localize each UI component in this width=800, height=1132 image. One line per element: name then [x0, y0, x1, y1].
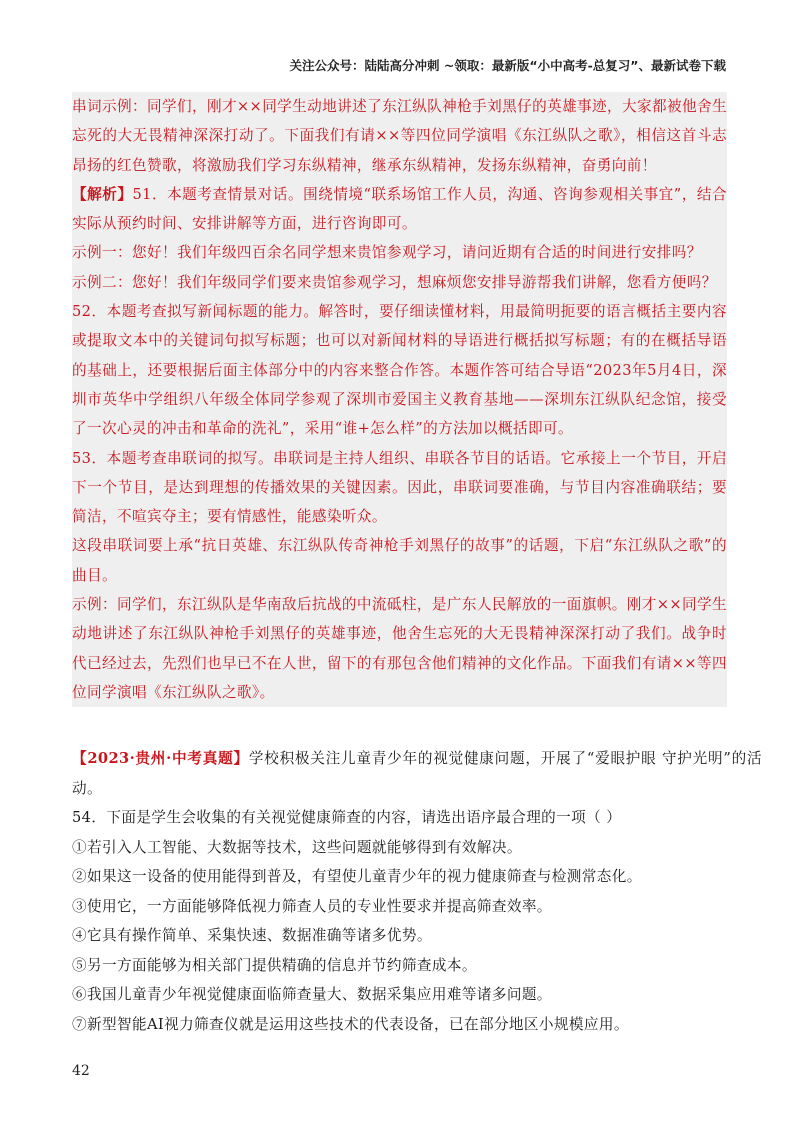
q52-analysis: 52．本题考查拟写新闻标题的能力。解答时，要仔细读懂材料，用最简明扼要的语言概括主要内容或提取文本中的关键词句拟写标题；也可以对新闻材料的导语进行概括拟写标题；有的在概括导语的基础上，还要根据后面主体部分中的内容来整合作答。本题作答可结合导语“2023年5月4日，深圳市英华中学组织八年级全体同学参观了深圳市爱国主义教育基地——深圳东江纵队纪念馆，接受了一次心灵的冲击和革命的洗礼”，采用“谁+怎么样”的方法加以概括即可。: [72, 303, 727, 438]
answer-section: [72, 92, 727, 707]
q53-analysis: 53．本题考查串联词的拟写。串联词是主持人组织、串联各节目的话语。它承接上一个节目，开启下一个节目，是达到理想的传播效果的关键因素。因此，串联词要准确，与节目内容准确联结；要简洁，不喧宾夺主；要有情感性，能感染听众。: [72, 449, 727, 526]
question-section: [72, 744, 762, 1039]
sentence-item: ③使用它，一方面能够降低视力筛查人员的专业性要求并提高筛查效率。: [72, 897, 552, 915]
q54-stem: 54．下面是学生会收集的有关视觉健康筛查的内容，请选出语序最合理的一项（ ）: [72, 809, 622, 826]
analysis-tag: 【解析】: [72, 185, 133, 203]
sentence-item: ④它具有操作简单、采集快速、数据准确等诸多优势。: [72, 927, 432, 944]
chuanci-example: 串词示例：同学们，刚才××同学生动地讲述了东江纵队神枪手刘黑仔的英雄事迹，大家都被他舍生忘死的大无畏精神深深打动了。下面我们有请××等四位同学演唱《东江纵队之歌》，相信这首斗志昂扬的红色赞歌，将激励我们学习东纵精神，继承东纵精神，发扬东纵精神，奋勇向前！: [72, 98, 727, 174]
sentence-item: ⑦新型智能AI视力筛查仪就是运用这些技术的代表设备，已在部分地区小规模应用。: [72, 1015, 629, 1033]
sentence-item: ⑥我国儿童青少年视觉健康面临筛查量大、数据采集应用难等诸多问题。: [72, 986, 552, 1003]
source-tag: 【2023·贵州·中考真题】: [72, 750, 249, 767]
sentence-item: ⑤另一方面能够为相关部门提供精确的信息并节约筛查成本。: [72, 956, 477, 974]
sentence-item: ①若引入人工智能、大数据等技术，这些问题就能够得到有效解决。: [72, 838, 522, 856]
page-number: 42: [72, 1063, 90, 1079]
q51-example-two: 示例二：您好！我们年级同学们要来贵馆参观学习，想麻烦您安排导游帮我们讲解，您看方便吗？: [72, 273, 717, 291]
sentence-item: ②如果这一设备的使用能得到普及，有望使儿童青少年的视力健康筛查与检测常态化。: [72, 868, 642, 885]
q51-analysis: [72, 180, 727, 239]
question-intro: [72, 744, 762, 803]
page-header: 关注公众号：陆陆高分冲刺 ~领取：最新版“小中高考-总复习”、最新试卷下载: [289, 58, 726, 73]
q53-example: 示例：同学们，东江纵队是华南敌后抗战的中流砥柱，是广东人民解放的一面旗帜。刚才××同学生动地讲述了东江纵队神枪手刘黑仔的英雄事迹，他舍生忘死的大无畏精神深深打动了我们。战争时代已经过去，先烈们也早已不在人世，留下的有那包含他们精神的文化作品。下面我们有请××等四位同学演唱《东江纵队之歌》。: [72, 596, 727, 701]
q53-note: 这段串联词要上承“抗日英雄、东江纵队传奇神枪手刘黑仔的故事”的话题，下启“东江纵队之歌”的曲目。: [72, 537, 727, 584]
q51-example-one: 示例一：您好！我们年级四百余名同学想来贵馆参观学习，请问近期有合适的时间进行安排吗？: [72, 244, 702, 262]
q51-analysis-text: 51．本题考查情景对话。围绕情境“联系场馆工作人员，沟通、咨询参观相关事宜”，结合实际从预约时间、安排讲解等方面，进行咨询即可。: [72, 185, 727, 233]
intro-text: 学校积极关注儿童青少年的视觉健康问题，开展了“爱眼护眼 守护光明”的活动。: [72, 750, 762, 797]
